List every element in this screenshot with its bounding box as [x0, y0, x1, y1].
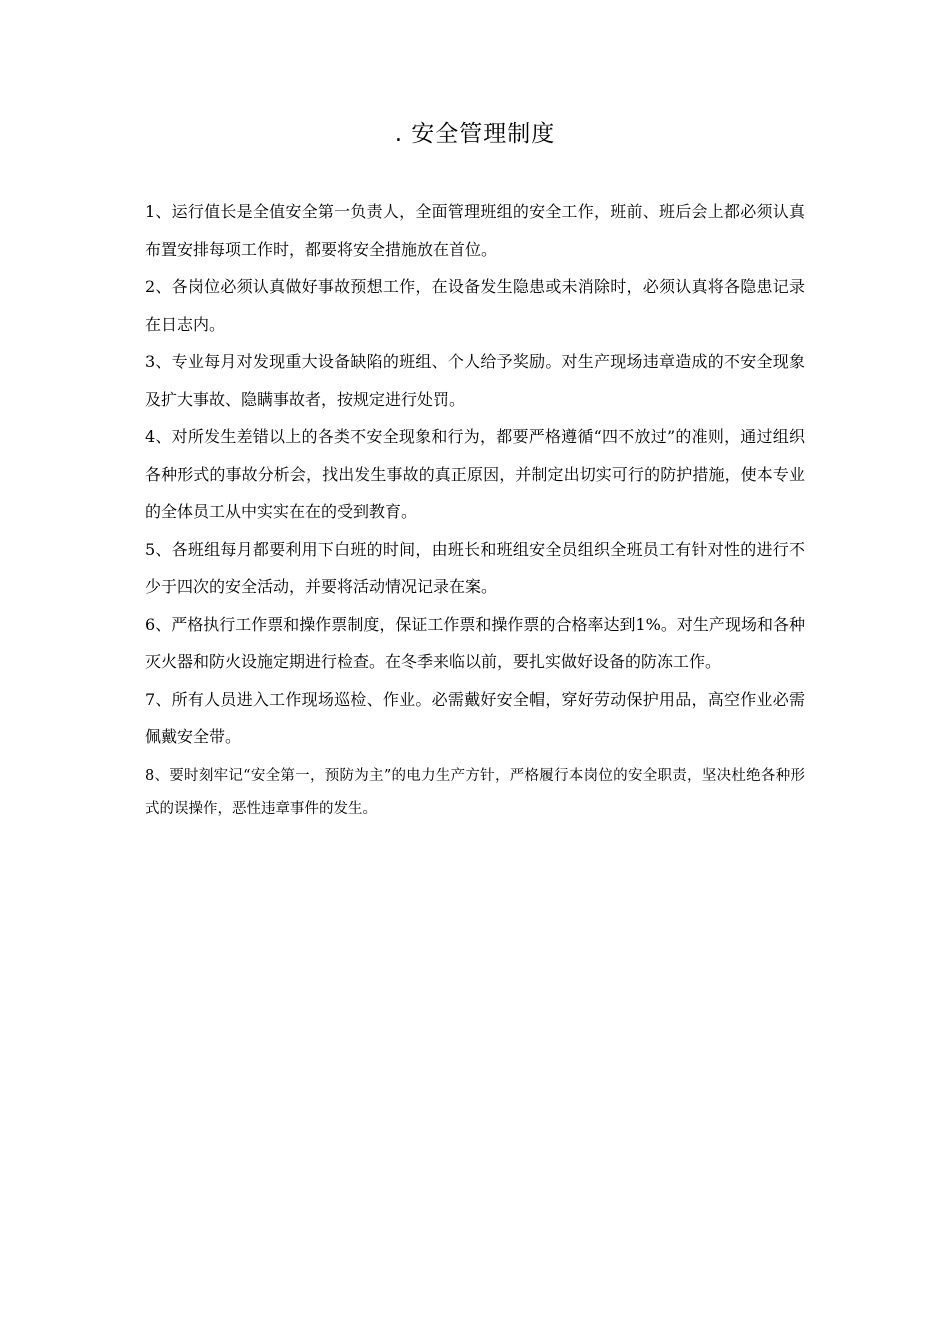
- paragraph-4: 4、对所发生差错以上的各类不安全现象和行为，都要严格遵循“四不放过”的准则，通过组织各种形式的事故分析会，找出发生事故的真正原因，并制定出切实可行的防护措施，使本专业的全体员工从中实实在在的受到教育。: [145, 427, 805, 521]
- document-title: . 安全管理制度: [394, 121, 556, 147]
- paragraph-8: 8、要时刻牢记“安全第一，预防为主”的电力生产方针，严格履行本岗位的安全职责，坚决杜绝各种形式的误操作，恶性违章事件的发生。: [145, 767, 805, 817]
- paragraph-5: 5、各班组每月都要利用下白班的时间，由班长和班组安全员组织全班员工有针对性的进行不少于四次的安全活动，并要将活动情况记录在案。: [145, 539, 805, 596]
- document-body: [145, 193, 805, 826]
- paragraph-1: 1、运行值长是全值安全第一负责人，全面管理班组的安全工作，班前、班后会上都必须认真布置安排每项工作时，都要将安全措施放在首位。: [145, 202, 805, 259]
- paragraph-2: 2、各岗位必须认真做好事故预想工作，在设备发生隐患或未消除时，必须认真将各隐患记录在日志内。: [145, 277, 805, 334]
- paragraph-6: 6、严格执行工作票和操作票制度，保证工作票和操作票的合格率达到1%。对生产现场和各种灭火器和防火设施定期进行检查。在冬季来临以前，要扎实做好设备的防冻工作。: [145, 614, 805, 671]
- paragraph-3: 3、专业每月对发现重大设备缺陷的班组、个人给予奖励。对生产现场违章造成的不安全现象及扩大事故、隐瞒事故者，按规定进行处罚。: [145, 352, 805, 409]
- paragraph-7: 7、所有人员进入工作现场巡检、作业。必需戴好安全帽，穿好劳动保护用品，高空作业必需佩戴安全带。: [145, 689, 805, 746]
